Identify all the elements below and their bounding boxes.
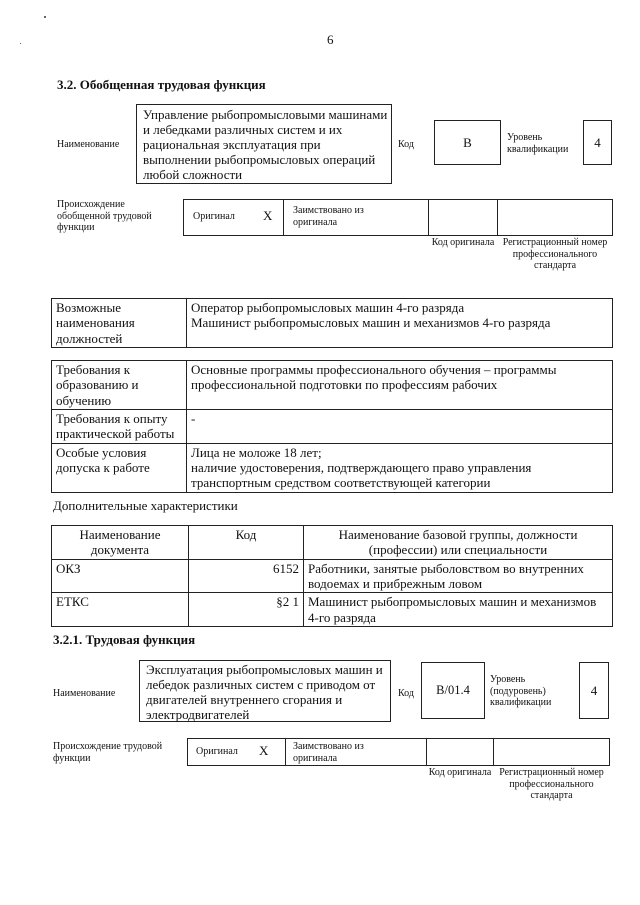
positions-value bbox=[187, 299, 613, 348]
orig-code-cell bbox=[426, 738, 494, 766]
section-heading: 3.2.1. Трудовая функция bbox=[53, 632, 196, 647]
position-line: Машинист рыбопромысловых машин и механизмов 4-го разряда bbox=[191, 315, 551, 331]
level-box bbox=[583, 120, 612, 165]
header-code: Код bbox=[189, 526, 304, 560]
header-group-name: Наименование базовой группы, должности (профессии) или специальности bbox=[304, 526, 613, 560]
code-value: В/01.4 bbox=[436, 683, 470, 697]
level-label: Уровень квалификации bbox=[507, 132, 569, 155]
orig-code-cell bbox=[428, 199, 498, 236]
code-box bbox=[434, 120, 501, 165]
education-value: Основные программы профессионального обучения – программы профессиональной подготовки по профессиям рабочих bbox=[187, 361, 613, 410]
name-box bbox=[139, 660, 391, 722]
code-label: Код bbox=[398, 139, 414, 150]
row-name: Машинист рыбопромысловых машин и механизмов 4-го разряда bbox=[304, 593, 613, 627]
positions-label: Возможные наименования должностей bbox=[52, 299, 187, 348]
origin-label: Происхождение трудовой функции bbox=[53, 741, 163, 764]
code-label: Код bbox=[398, 688, 414, 699]
additional-heading: Дополнительные характеристики bbox=[53, 498, 238, 513]
level-box bbox=[579, 662, 609, 719]
reg-number-cell bbox=[493, 738, 610, 766]
borrowed-label: Заимствовано из оригинала bbox=[293, 205, 364, 228]
scan-speck bbox=[44, 16, 46, 18]
position-line: Оператор рыбопромысловых машин 4-го разряда bbox=[191, 300, 465, 315]
table-row bbox=[52, 593, 613, 627]
level-value: 4 bbox=[594, 134, 601, 150]
origin-label: Происхождение обобщенной трудовой функции bbox=[57, 199, 152, 233]
reg-number-caption: Регистрационный номер профессионального стандарта bbox=[499, 767, 604, 801]
additional-table bbox=[51, 525, 613, 627]
row-code: §2 1 bbox=[189, 593, 304, 627]
page-number: 6 bbox=[327, 32, 334, 47]
conditions-line: Лица не моложе 18 лет; bbox=[191, 444, 322, 460]
borrowed-cell bbox=[285, 738, 427, 766]
name-box bbox=[136, 104, 392, 184]
name-value: Эксплуатация рыбопромысловых машин и лебедок различных систем с приводом от двигателей внутреннего сгорания и электродвигателей bbox=[146, 662, 383, 722]
orig-code-caption: Код оригинала bbox=[431, 237, 495, 248]
experience-label: Требования к опыту практической работы bbox=[52, 409, 187, 443]
row-doc: ЕТКС bbox=[52, 593, 189, 627]
level-label: Уровень (подуровень) квалификации bbox=[490, 674, 552, 708]
header-document: Наименование документа bbox=[52, 526, 189, 560]
reg-number-caption: Регистрационный номер профессионального стандарта bbox=[502, 237, 608, 271]
positions-table bbox=[51, 298, 613, 348]
original-label: Оригинал bbox=[196, 746, 238, 757]
education-label: Требования к образованию и обучению bbox=[52, 361, 187, 410]
table-row bbox=[52, 559, 613, 593]
borrowed-label: Заимствовано из оригинала bbox=[293, 741, 364, 764]
original-label: Оригинал bbox=[193, 211, 235, 222]
row-code: 6152 bbox=[189, 559, 304, 593]
code-value: В bbox=[463, 134, 472, 150]
scan-speck bbox=[20, 43, 21, 44]
row-doc: ОКЗ bbox=[52, 559, 189, 593]
row-name: Работники, занятые рыболовством во внутренних водоемах и прибрежным ловом bbox=[304, 559, 613, 593]
original-cell bbox=[183, 199, 284, 236]
level-value: 4 bbox=[590, 682, 598, 698]
conditions-label: Особые условия допуска к работе bbox=[52, 443, 187, 492]
orig-code-caption: Код оригинала bbox=[428, 767, 492, 778]
name-label: Наименование bbox=[53, 688, 116, 699]
name-label: Наименование bbox=[57, 139, 120, 150]
original-mark: X bbox=[263, 208, 273, 223]
original-mark: X bbox=[259, 743, 269, 758]
code-box bbox=[421, 662, 485, 719]
experience-value: - bbox=[187, 409, 613, 443]
conditions-value bbox=[187, 443, 613, 492]
reg-number-cell bbox=[497, 199, 613, 236]
name-value: Управление рыбопромысловыми машинами и лебедками различных систем и их рациональная эксплуатация при выполнении рыбопромысловых операций любой сложности bbox=[143, 107, 388, 182]
borrowed-cell bbox=[283, 199, 429, 236]
conditions-line: наличие удостоверения, подтверждающего право управления транспортным средством соответствующей категории bbox=[191, 459, 532, 491]
original-cell bbox=[187, 738, 286, 766]
section-heading: 3.2. Обобщенная трудовая функция bbox=[57, 77, 266, 92]
requirements-table bbox=[51, 360, 613, 493]
